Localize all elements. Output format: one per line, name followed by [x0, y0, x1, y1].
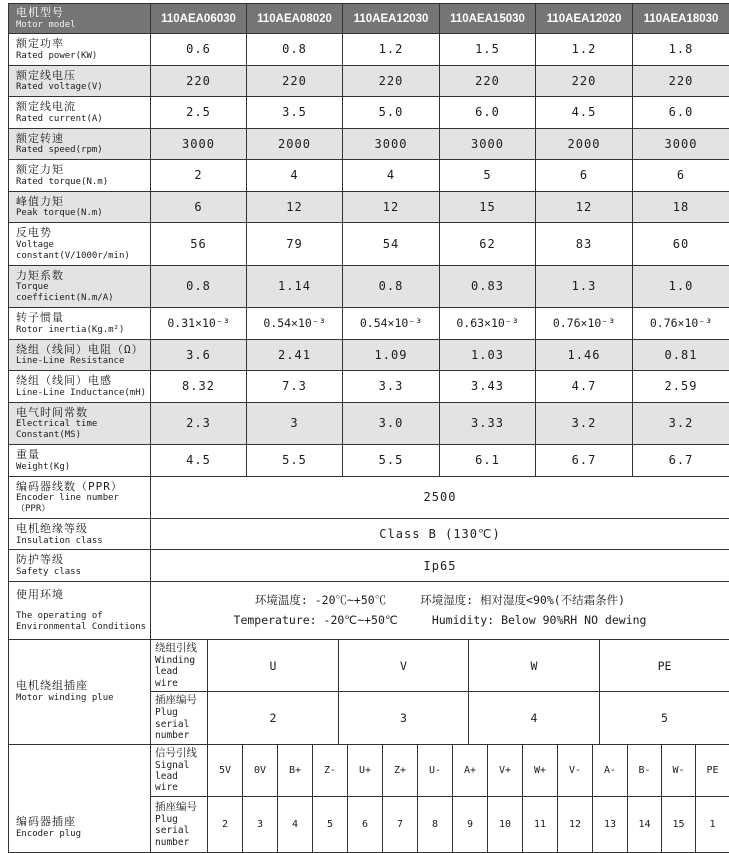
- plug-value-cell: 10: [488, 796, 523, 852]
- sub-label-cell: [151, 639, 208, 691]
- row-label-en: Rated speed(rpm): [16, 145, 148, 156]
- environment-label-cell: [9, 581, 151, 639]
- spec-value-cell: 2: [151, 160, 247, 192]
- spec-value-cell: 5.5: [343, 444, 440, 476]
- row-label-zh: 电机绝缘等级: [16, 522, 148, 536]
- environment-label-en1: The operating of: [16, 611, 148, 622]
- spec-value-cell: 0.6: [151, 34, 247, 66]
- spec-row: [9, 265, 729, 307]
- spec-value-cell: 12: [247, 191, 343, 223]
- row-label-zh: 编码器线数（PPR）: [16, 480, 148, 494]
- plug-value-cell: U-: [418, 744, 453, 796]
- model-column-header: 110AEA12020: [536, 4, 633, 34]
- environment-line-2: [151, 610, 729, 631]
- span-row: [9, 518, 729, 550]
- row-label-zh: 峰值力矩: [16, 195, 148, 209]
- plug-value-cell: 6: [348, 796, 383, 852]
- spec-value-cell: 3.2: [633, 402, 729, 444]
- spec-value-cell: 4.5: [536, 97, 633, 129]
- plug-value-cell: 5V: [208, 744, 243, 796]
- spec-value-cell: 0.76×10⁻³: [633, 307, 729, 339]
- header-row: [9, 4, 729, 34]
- sub-label-zh: 插座编号: [155, 801, 206, 814]
- spec-row: [9, 307, 729, 339]
- spec-value-cell: 220: [536, 65, 633, 97]
- row-label-zh: 防护等级: [16, 553, 148, 567]
- plug-value-cell: Z+: [383, 744, 418, 796]
- spec-value-cell: 79: [247, 223, 343, 265]
- sub-label-cell: [151, 692, 208, 744]
- row-label-en: Safety class: [16, 567, 148, 578]
- spec-value-cell: 3000: [151, 128, 247, 160]
- section-label-cell: [9, 744, 151, 852]
- section-label-zh: 电机绕组插座: [16, 679, 148, 693]
- environment-row: [9, 581, 729, 639]
- header-motor-model-zh: 电机型号: [16, 6, 150, 20]
- plug-row: [9, 639, 729, 691]
- plug-value-cell: 7: [383, 796, 418, 852]
- spec-value-cell: 60: [633, 223, 729, 265]
- row-label-zh: 绕组（线间）电感: [16, 374, 148, 388]
- spec-value-cell: 12: [536, 191, 633, 223]
- spec-value-cell: 18: [633, 191, 729, 223]
- spec-value-cell: 1.2: [536, 34, 633, 66]
- sub-label-en: Plug serial number: [155, 707, 206, 741]
- spec-value-cell: 62: [440, 223, 536, 265]
- sub-label-zh: 信号引线: [155, 747, 206, 760]
- spec-value-cell: 2000: [247, 128, 343, 160]
- row-label-en: Line-Line Resistance: [16, 356, 148, 367]
- span-row: [9, 476, 729, 518]
- sub-label-en: Winding lead wire: [155, 655, 206, 689]
- encoder-plug-section: [8, 744, 729, 853]
- row-label-zh: 电气时间常数: [16, 406, 148, 420]
- plug-value-cell: PE: [696, 744, 729, 796]
- spec-value-cell: 56: [151, 223, 247, 265]
- row-label-en: Rated voltage(V): [16, 82, 148, 93]
- row-label-cell: [9, 550, 151, 582]
- plug-value-cell: Z-: [313, 744, 348, 796]
- spec-value-cell: 2.41: [247, 339, 343, 371]
- spec-value-cell: 0.8: [343, 265, 440, 307]
- spec-row: [9, 34, 729, 66]
- environment-humidity-text: Humidity: Below 90%RH NO dewing: [432, 610, 647, 631]
- row-label-cell: [9, 307, 151, 339]
- environment-temp-text: Temperature: -20℃~+50℃: [234, 610, 398, 631]
- spec-value-cell: 4: [247, 160, 343, 192]
- row-label-cell: [9, 191, 151, 223]
- model-column-header: 110AEA08020: [247, 4, 343, 34]
- spec-value-cell: 12: [343, 191, 440, 223]
- spec-value-cell: 5.5: [247, 444, 343, 476]
- plug-value-cell: 14: [628, 796, 662, 852]
- plug-value-cell: A-: [593, 744, 628, 796]
- spec-value-cell: 0.81: [633, 339, 729, 371]
- row-label-zh: 额定功率: [16, 37, 148, 51]
- header-motor-model-en: Motor model: [16, 20, 150, 31]
- spec-row: [9, 444, 729, 476]
- spec-value-cell: 3000: [343, 128, 440, 160]
- spec-value-cell: 2.5: [151, 97, 247, 129]
- row-label-en: Rotor inertia(Kg.m²): [16, 325, 148, 336]
- row-label-cell: [9, 128, 151, 160]
- row-label-cell: [9, 160, 151, 192]
- spec-value-cell: 6.0: [440, 97, 536, 129]
- spec-value-cell: 4.5: [151, 444, 247, 476]
- span-value-cell: Class B (130℃): [151, 518, 729, 550]
- sub-label-zh: 插座编号: [155, 694, 206, 707]
- row-label-en: Weight(Kg): [16, 462, 148, 473]
- plug-value-cell: B+: [278, 744, 313, 796]
- section-label-en: Encoder plug: [16, 829, 148, 840]
- row-label-zh: 力矩系数: [16, 269, 148, 283]
- row-label-zh: 额定力矩: [16, 163, 148, 177]
- plug-row: [9, 744, 729, 796]
- plug-value-cell: 0V: [243, 744, 278, 796]
- plug-value-cell: W-: [662, 744, 696, 796]
- row-label-en: Torque coefficient(N.m/A): [16, 282, 148, 304]
- spec-value-cell: 1.03: [440, 339, 536, 371]
- spec-row: [9, 160, 729, 192]
- header-motor-model-cell: [9, 4, 151, 34]
- plug-value-cell: 1: [696, 796, 729, 852]
- spec-value-cell: 6: [151, 191, 247, 223]
- spec-row: [9, 128, 729, 160]
- row-label-zh: 转子惯量: [16, 311, 148, 325]
- row-label-cell: [9, 444, 151, 476]
- environment-line-1: [151, 590, 729, 611]
- plug-value-cell: V-: [558, 744, 593, 796]
- plug-value-cell: 3: [243, 796, 278, 852]
- winding-plug-section: [8, 639, 729, 745]
- spec-value-cell: 6.7: [633, 444, 729, 476]
- spec-value-cell: 220: [247, 65, 343, 97]
- plug-value-cell: 5: [600, 692, 729, 744]
- spec-value-cell: 3.6: [151, 339, 247, 371]
- row-label-cell: [9, 265, 151, 307]
- row-label-cell: [9, 34, 151, 66]
- plug-value-cell: PE: [600, 639, 729, 691]
- plug-value-cell: 12: [558, 796, 593, 852]
- row-label-zh: 额定线电压: [16, 69, 148, 83]
- plug-value-cell: U+: [348, 744, 383, 796]
- environment-humidity-text: 环境湿度: 相对湿度<90%(不结霜条件): [420, 590, 625, 611]
- spec-value-cell: 3.43: [440, 371, 536, 403]
- row-label-zh: 额定转速: [16, 132, 148, 146]
- plug-value-cell: 2: [208, 796, 243, 852]
- plug-value-cell: 11: [523, 796, 558, 852]
- plug-value-cell: 15: [662, 796, 696, 852]
- spec-value-cell: 54: [343, 223, 440, 265]
- sub-label-en: Signal lead wire: [155, 760, 206, 794]
- row-label-cell: [9, 518, 151, 550]
- row-label-cell: [9, 223, 151, 265]
- spec-value-cell: 83: [536, 223, 633, 265]
- plug-value-cell: B-: [628, 744, 662, 796]
- environment-temp-text: 环境温度: -20℃~+50℃: [255, 590, 386, 611]
- plug-value-cell: 3: [339, 692, 469, 744]
- spec-value-cell: 0.8: [247, 34, 343, 66]
- model-column-header: 110AEA18030: [633, 4, 729, 34]
- spec-row: [9, 223, 729, 265]
- plug-value-cell: 5: [313, 796, 348, 852]
- spec-row: [9, 402, 729, 444]
- spec-value-cell: 1.0: [633, 265, 729, 307]
- model-column-header: 110AEA12030: [343, 4, 440, 34]
- row-label-cell: [9, 402, 151, 444]
- row-label-cell: [9, 65, 151, 97]
- plug-value-cell: W: [469, 639, 600, 691]
- spec-value-cell: 0.83: [440, 265, 536, 307]
- span-value-cell: Ip65: [151, 550, 729, 582]
- spec-value-cell: 5: [440, 160, 536, 192]
- spec-value-cell: 0.54×10⁻³: [247, 307, 343, 339]
- row-label-en: Rated current(A): [16, 114, 148, 125]
- model-column-header: 110AEA15030: [440, 4, 536, 34]
- spec-value-cell: 0.54×10⁻³: [343, 307, 440, 339]
- spec-value-cell: 0.63×10⁻³: [440, 307, 536, 339]
- plug-value-cell: 4: [469, 692, 600, 744]
- spec-value-cell: 15: [440, 191, 536, 223]
- spec-table: [8, 3, 729, 640]
- spec-value-cell: 3.33: [440, 402, 536, 444]
- spec-value-cell: 4: [343, 160, 440, 192]
- spec-row: [9, 191, 729, 223]
- row-label-zh: 反电势: [16, 226, 148, 240]
- sub-label-cell: [151, 744, 208, 796]
- spec-row: [9, 371, 729, 403]
- plug-value-cell: A+: [453, 744, 488, 796]
- sub-label-cell: [151, 796, 208, 852]
- row-label-en: Line-Line Inductance(mH): [16, 388, 148, 399]
- spec-row: [9, 339, 729, 371]
- plug-value-cell: 8: [418, 796, 453, 852]
- row-label-en: Peak torque(N.m): [16, 208, 148, 219]
- spec-row: [9, 65, 729, 97]
- row-label-en: Rated power(KW): [16, 51, 148, 62]
- span-row: [9, 550, 729, 582]
- spec-value-cell: 3.2: [536, 402, 633, 444]
- spec-value-cell: 0.31×10⁻³: [151, 307, 247, 339]
- spec-value-cell: 2000: [536, 128, 633, 160]
- spec-value-cell: 6.0: [633, 97, 729, 129]
- spec-value-cell: 3000: [440, 128, 536, 160]
- plug-value-cell: 9: [453, 796, 488, 852]
- row-label-zh: 绕组（线间）电阻（Ω）: [16, 343, 148, 357]
- plug-value-cell: 2: [208, 692, 339, 744]
- spec-value-cell: 5.0: [343, 97, 440, 129]
- spec-value-cell: 220: [343, 65, 440, 97]
- model-column-header: 110AEA06030: [151, 4, 247, 34]
- row-label-zh: 额定线电流: [16, 100, 148, 114]
- row-label-cell: [9, 97, 151, 129]
- plug-value-cell: W+: [523, 744, 558, 796]
- spec-value-cell: 1.5: [440, 34, 536, 66]
- spec-value-cell: 6: [536, 160, 633, 192]
- spec-value-cell: 0.76×10⁻³: [536, 307, 633, 339]
- spec-value-cell: 1.14: [247, 265, 343, 307]
- spec-value-cell: 3.5: [247, 97, 343, 129]
- row-label-cell: [9, 476, 151, 518]
- row-label-en: Electrical time Constant(MS): [16, 419, 148, 441]
- section-label-en: Motor winding plue: [16, 693, 148, 704]
- spec-value-cell: 220: [440, 65, 536, 97]
- sub-label-zh: 绕组引线: [155, 642, 206, 655]
- spec-value-cell: 7.3: [247, 371, 343, 403]
- spec-value-cell: 2.3: [151, 402, 247, 444]
- spec-value-cell: 220: [151, 65, 247, 97]
- spec-value-cell: 4.7: [536, 371, 633, 403]
- spec-value-cell: 1.8: [633, 34, 729, 66]
- spec-value-cell: 6: [633, 160, 729, 192]
- section-label-cell: [9, 639, 151, 744]
- row-label-en: Encoder line number（PPR）: [16, 493, 148, 515]
- spec-value-cell: 1.2: [343, 34, 440, 66]
- spec-value-cell: 8.32: [151, 371, 247, 403]
- spec-row: [9, 97, 729, 129]
- spec-value-cell: 3.3: [343, 371, 440, 403]
- span-value-cell: 2500: [151, 476, 729, 518]
- row-label-en: Insulation class: [16, 536, 148, 547]
- environment-label-en2: Environmental Conditions: [16, 622, 148, 633]
- spec-value-cell: 3.0: [343, 402, 440, 444]
- spec-value-cell: 3: [247, 402, 343, 444]
- row-label-cell: [9, 339, 151, 371]
- row-label-zh: 重量: [16, 448, 148, 462]
- spec-value-cell: 3000: [633, 128, 729, 160]
- spec-value-cell: 2.59: [633, 371, 729, 403]
- spec-value-cell: 6.7: [536, 444, 633, 476]
- sub-label-en: Plug serial number: [155, 814, 206, 848]
- spec-value-cell: 0.8: [151, 265, 247, 307]
- spec-value-cell: 1.3: [536, 265, 633, 307]
- spec-value-cell: 6.1: [440, 444, 536, 476]
- section-label-zh: 编码器插座: [16, 815, 148, 829]
- plug-value-cell: V: [339, 639, 469, 691]
- spec-value-cell: 1.46: [536, 339, 633, 371]
- plug-value-cell: 13: [593, 796, 628, 852]
- environment-value-cell: [151, 581, 729, 639]
- row-label-cell: [9, 371, 151, 403]
- environment-label-zh: 使用环境: [16, 588, 148, 602]
- plug-value-cell: 4: [278, 796, 313, 852]
- row-label-en: Voltage constant(V/1000r/min): [16, 240, 148, 262]
- spec-value-cell: 1.09: [343, 339, 440, 371]
- spec-value-cell: 220: [633, 65, 729, 97]
- row-label-en: Rated torque(N.m): [16, 177, 148, 188]
- plug-value-cell: U: [208, 639, 339, 691]
- plug-value-cell: V+: [488, 744, 523, 796]
